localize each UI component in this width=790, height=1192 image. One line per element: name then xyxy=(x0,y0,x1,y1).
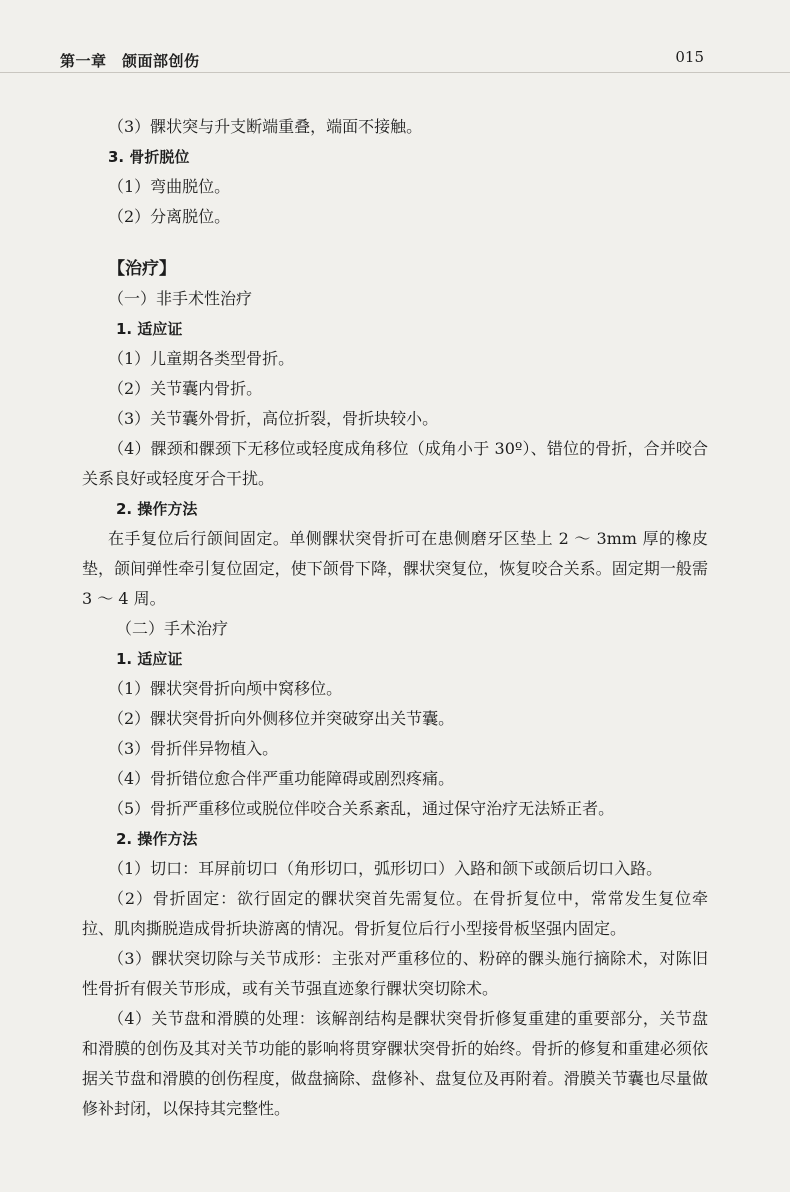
subheading: 3. 骨折脱位 xyxy=(108,148,190,166)
paragraph: （2）髁状突骨折向外侧移位并突破穿出关节囊。 xyxy=(108,709,455,728)
page-number: 015 xyxy=(675,48,704,66)
chapter-header: 第一章 颌面部创伤 xyxy=(60,52,200,70)
paragraph: （4）髁颈和髁颈下无移位或轻度成角移位（成角小于 30º）、错位的骨折，合并咬合关系良好或轻度牙合干扰。 xyxy=(82,439,708,488)
paragraph: （2）分离脱位。 xyxy=(108,207,231,226)
paragraph: （1）弯曲脱位。 xyxy=(108,177,231,196)
paragraph: （1）髁状突骨折向颅中窝移位。 xyxy=(108,679,343,698)
paragraph: （1）儿童期各类型骨折。 xyxy=(108,349,295,368)
subheading: 1. 适应证 xyxy=(116,650,183,668)
paragraph: （4）关节盘和滑膜的处理：该解剖结构是髁状突骨折修复重建的重要部分，关节盘和滑膜的创伤及其对关节功能的影响将贯穿髁状突骨折的始终。骨折的修复和重建必须依据关节盘和滑膜的创伤程度，做盘摘除、盘修补、盘复位及再附着。滑膜关节囊也尽量做修补封闭，以保持其完整性。 xyxy=(82,1009,708,1118)
paragraph: （5）骨折严重移位或脱位伴咬合关系紊乱，通过保守治疗无法矫正者。 xyxy=(108,799,615,818)
paragraph: （3）髁状突与升支断端重叠，端面不接触。 xyxy=(108,117,423,136)
subheading: 2. 操作方法 xyxy=(116,830,198,848)
paragraph: （3）髁状突切除与关节成形：主张对严重移位的、粉碎的髁头施行摘除术，对陈旧性骨折有假关节形成，或有关节强直迹象行髁状突切除术。 xyxy=(82,949,708,998)
paragraph: （4）骨折错位愈合伴严重功能障碍或剧烈疼痛。 xyxy=(108,769,455,788)
subsection-heading: （二）手术治疗 xyxy=(116,619,229,638)
section-heading: 【治疗】 xyxy=(108,259,176,279)
page-body xyxy=(82,112,708,1124)
subsection-heading: （一）非手术性治疗 xyxy=(108,289,253,308)
paragraph: 在手复位后行颌间固定。单侧髁状突骨折可在患侧磨牙区垫上 2 ～ 3mm 厚的橡皮垫，颌间弹性牵引复位固定，使下颌骨下降，髁状突复位，恢复咬合关系。固定期一般需 3 ～ 4 周。 xyxy=(82,529,708,608)
paragraph: （3）关节囊外骨折，高位折裂，骨折块较小。 xyxy=(108,409,439,428)
subheading: 2. 操作方法 xyxy=(116,500,198,518)
paragraph: （2）骨折固定：欲行固定的髁状突首先需复位。在骨折复位中，常常发生复位牵拉、肌肉撕脱造成骨折块游离的情况。骨折复位后行小型接骨板坚强内固定。 xyxy=(82,889,708,938)
spacer xyxy=(108,232,708,254)
paragraph: （2）关节囊内骨折。 xyxy=(108,379,263,398)
subheading: 1. 适应证 xyxy=(116,320,183,338)
paragraph: （3）骨折伴异物植入。 xyxy=(108,739,279,758)
paragraph: （1）切口：耳屏前切口（角形切口，弧形切口）入路和颌下或颌后切口入路。 xyxy=(108,859,663,878)
header-rule xyxy=(0,72,790,73)
